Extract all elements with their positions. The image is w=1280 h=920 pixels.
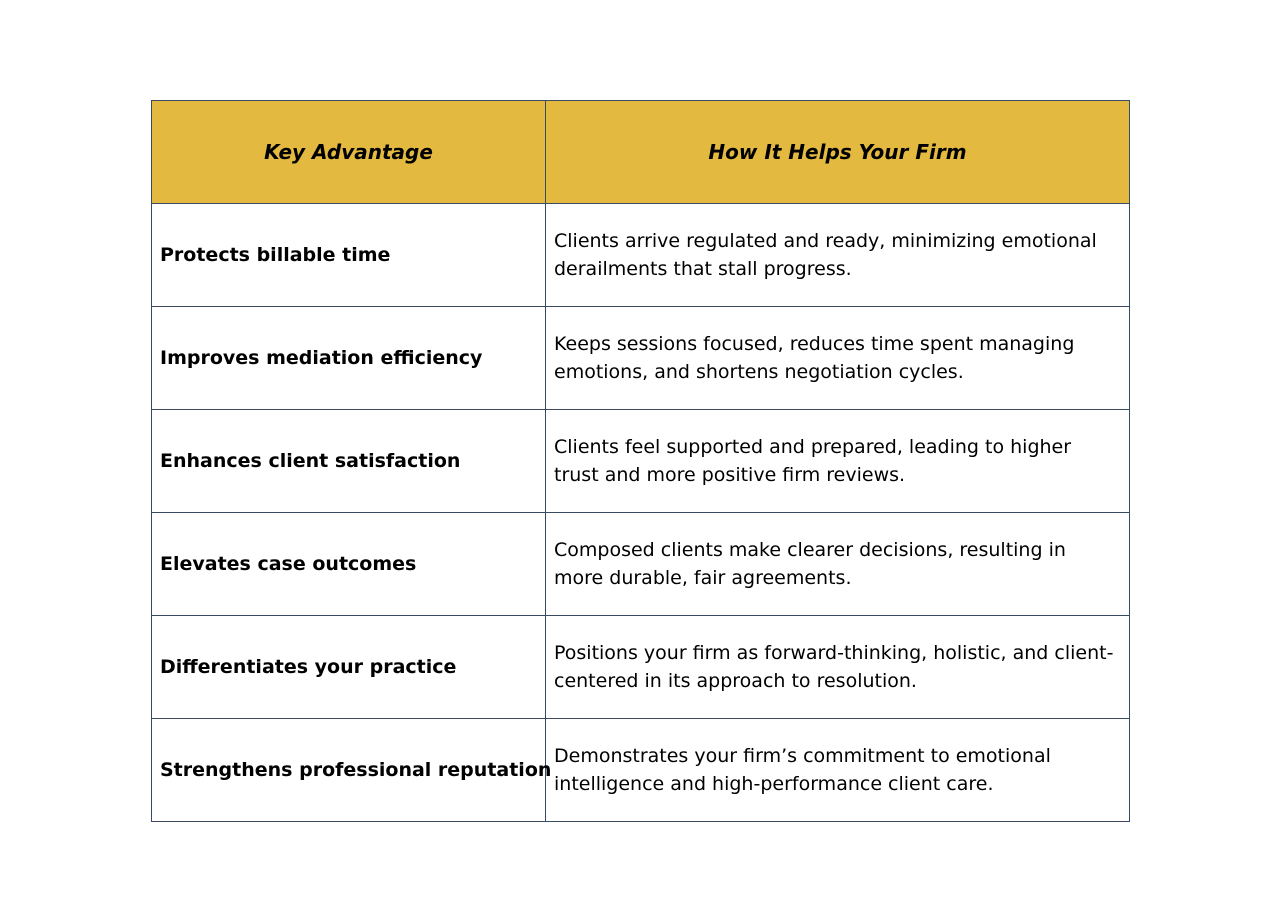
table-row (152, 204, 1130, 307)
table-row (152, 616, 1130, 719)
advantage-cell: Protects billable time (152, 204, 546, 307)
advantage-cell: Strengthens professional reputation (152, 719, 546, 822)
benefit-cell: Clients feel supported and prepared, leading to higher trust and more positive firm reviews. (546, 410, 1130, 513)
header-row (152, 101, 1130, 204)
table-row (152, 410, 1130, 513)
benefit-cell: Keeps sessions focused, reduces time spent managing emotions, and shortens negotiation cycles. (546, 307, 1130, 410)
advantage-cell: Enhances client satisfaction (152, 410, 546, 513)
table-header (152, 101, 1130, 204)
advantage-cell: Differentiates your practice (152, 616, 546, 719)
advantage-cell: Improves mediation efficiency (152, 307, 546, 410)
table-row (152, 719, 1130, 822)
benefit-cell: Demonstrates your firm’s commitment to emotional intelligence and high-performance client care. (546, 719, 1130, 822)
table-row (152, 307, 1130, 410)
advantage-cell: Elevates case outcomes (152, 513, 546, 616)
benefit-cell: Positions your firm as forward-thinking, holistic, and client-centered in its approach to resolution. (546, 616, 1130, 719)
benefit-cell: Composed clients make clearer decisions, resulting in more durable, fair agreements. (546, 513, 1130, 616)
header-key-advantage: Key Advantage (152, 101, 546, 204)
table-body (152, 204, 1130, 822)
table-row (152, 513, 1130, 616)
advantages-table (151, 100, 1130, 822)
benefit-cell: Clients arrive regulated and ready, minimizing emotional derailments that stall progress. (546, 204, 1130, 307)
header-how-it-helps: How It Helps Your Firm (546, 101, 1130, 204)
advantages-table-container (151, 100, 1129, 822)
